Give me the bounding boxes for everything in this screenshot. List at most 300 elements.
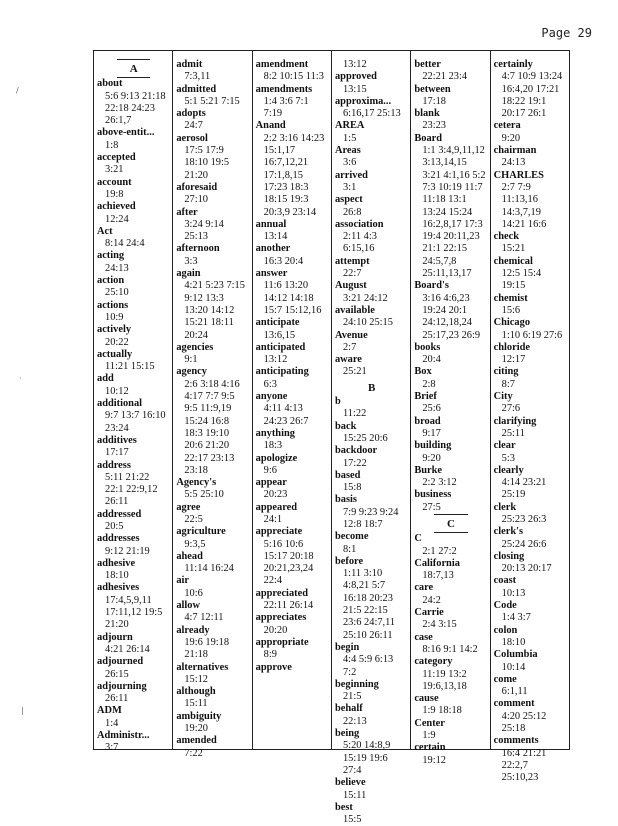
index-term: backdoor [334,445,378,457]
index-term: become [334,531,369,543]
page-line-refs: 8:1 [342,543,357,555]
index-entry [335,256,408,281]
index-entry [176,342,249,367]
index-column [252,51,331,749]
index-entry [494,502,567,527]
page-line-refs: 27:6 [501,403,521,415]
index-entry [97,275,170,300]
page-line-refs: 10:13 [501,587,526,599]
index-entry [176,662,249,687]
page-line-refs: 3:7 [105,742,119,754]
page-line-refs: 2:4 3:15 [422,619,457,631]
section-letter: C [447,517,455,530]
margin-mark: | [21,706,24,715]
page-line-refs: 1:4 3:7 [501,612,531,624]
index-entry [176,84,249,109]
page-line-refs: 11:6 13:20 14:12 14:18 15:7 15:12,16 [263,280,322,316]
index-entry [97,152,170,177]
index-entry [176,182,249,207]
index-entry [97,78,170,127]
index-entry [256,342,329,367]
index-entry [494,416,567,441]
index-term: between [414,83,451,95]
page-line-refs: 12:17 [501,354,526,366]
section-letter: A [129,63,138,75]
index-entry [97,201,170,226]
index-entry [256,502,329,527]
index-entry [97,373,170,398]
index-entry [414,391,487,416]
page-line-refs: 13:14 [263,231,288,243]
page-line-refs: 9:17 [422,427,441,439]
index-entry [176,526,249,551]
page-line-refs: 24:13 [105,262,129,274]
index-entry [414,280,487,341]
index-column [172,51,251,759]
index-entry [335,728,408,777]
section-letter: B [367,381,376,394]
index-term: additional [97,398,143,410]
page-line-refs: 9:20 [422,452,441,464]
index-term: anticipating [255,366,309,378]
page-line-refs: 11:14 16:24 [184,563,234,575]
page-line-refs: 22:7 [342,268,362,280]
index-entry [494,649,567,674]
page-line-refs: 1:10 6:19 27:6 [501,329,563,341]
index-term: add [97,373,114,385]
index-term: appeared [255,501,298,513]
page-line-refs: 10:14 [501,661,526,673]
index-term: actions [97,299,129,311]
index-entry [97,681,170,706]
index-term: accepted [97,152,136,164]
index-entry [335,280,408,305]
page-line-refs: 7:3,11 [184,71,211,83]
index-term: afternoon [176,243,220,255]
index-term: AREA [334,120,365,132]
index-entry [335,170,408,195]
index-entry [97,509,170,534]
index-term: aware [334,354,362,366]
page-line-refs: 11:21 15:15 [105,361,155,373]
index-entry [97,558,170,583]
page-line-refs: 25:24 26:6 [501,538,547,550]
index-entry [414,416,487,441]
index-entry [335,96,408,121]
index-term: anticipated [255,341,306,353]
index-term: broad [414,415,441,427]
page-line-refs: 3:16 4:6,23 19:24 20:1 24:12,18,24 25:17,23 26:9 [422,292,481,341]
index-term: aspect [334,194,363,206]
index-term: ADM [97,705,122,717]
index-term: business [414,489,452,501]
page-line-refs: 24:13 [501,157,526,169]
page-line-refs: 4:11 4:13 24:23 26:7 [263,403,309,427]
index-entry [414,607,487,632]
page-line-refs: 10:9 [105,311,124,323]
index-entry [335,194,408,219]
index-entry [414,558,487,583]
index-term: approve [255,661,292,673]
index-term: Brief [414,391,437,403]
index-term: Agency's [176,477,217,489]
page-line-refs: 22:13 [342,715,367,727]
margin-mark: · [19,374,22,383]
page-line-refs: 20:13 20:17 [501,563,552,575]
index-term: annual [255,218,287,230]
index-entry [176,268,249,342]
index-entry [97,250,170,275]
index-entry [256,243,329,268]
index-term: Administr... [97,730,150,742]
index-entry [176,575,249,600]
page-line-refs: 1:11 3:10 4:8,21 5:7 16:18 20:23 21:5 22:15 23:6 24:7,11 25:10 26:11 [342,568,396,641]
page-line-refs: 17:18 [422,95,446,107]
index-entry [176,686,249,711]
index-entry [494,674,567,699]
index-entry [176,243,249,268]
index-term: attempt [334,255,370,267]
index-term: amended [176,735,217,747]
index-entry [335,219,408,256]
index-entry [256,588,329,613]
index-entry [494,575,567,600]
page-line-refs: 5:3 [501,452,515,464]
index-term: actively [97,324,132,336]
index-term: above-entit... [97,127,155,139]
index-term: anyone [255,391,288,403]
index-term: Chicago [493,317,531,329]
index-term: California [414,557,460,569]
page-line-refs: 9:6 [263,464,277,476]
index-entry [335,642,408,679]
index-entry [494,59,567,120]
index-term: already [176,624,210,636]
page-line-refs: 21:5 [342,691,362,703]
page-line-refs: 5:5 25:10 [184,489,224,501]
index-term: action [97,275,125,287]
index-term: actually [97,348,133,360]
index-entry [335,802,408,826]
index-term: begin [334,641,360,653]
index-entry [97,226,170,251]
page-line-refs: 5:20 14:8,9 15:19 19:6 27:4 [342,740,391,776]
page-line-refs: 20:22 [105,336,129,348]
page-line-refs: 8:16 9:1 14:2 [422,643,478,655]
index-term: Burke [414,464,443,476]
page-line-refs: 5:11 21:22 22:1 22:9,12 26:11 [105,471,158,508]
page-line-refs: 27:5 [422,501,441,513]
index-term: again [176,268,201,280]
margin-mark: / [16,86,19,95]
index-term: adopts [176,108,206,120]
index-term: Box [414,366,432,378]
index-entry [256,268,329,317]
index-term: Columbia [493,649,538,661]
page-line-refs: 25:21 [342,366,367,378]
page-line-refs: 9:12 21:19 [105,545,150,557]
index-term: clerk's [493,526,524,538]
index-term: ambiguity [176,710,222,722]
index-entry [256,428,329,453]
index-entry [414,366,487,391]
index-term: appreciate [255,526,303,538]
index-term: acting [97,250,125,262]
page-line-refs: 13:12 [263,354,288,366]
index-term: admitted [176,83,217,95]
index-entry [335,556,408,642]
index-term: come [493,673,517,685]
index-entry [414,465,487,490]
page-line-refs: 1:9 [422,730,436,742]
index-entry [414,59,487,84]
page-line-refs: 26:8 [342,206,362,218]
index-term: City [493,391,513,403]
index-term: adhesive [97,557,136,569]
index-entry [97,349,170,374]
index-term: addressed [97,508,142,520]
index-term: basis [334,494,357,506]
page-line-refs: 7:22 [184,747,203,759]
index-entry [97,435,170,460]
index-entry [97,127,170,152]
index-entry [335,59,408,71]
page-line-refs: 9:7 13:7 16:10 23:24 [105,410,166,434]
index-term: blank [414,108,440,120]
index-term: chloride [493,341,531,353]
index-entry [256,477,329,502]
page-line-refs: 15:8 [342,482,362,494]
index-term: coast [493,575,517,587]
index-entry [335,445,408,470]
index-term: available [334,304,375,316]
index-term: adjourned [97,656,144,668]
index-term: appropriate [255,636,309,648]
page-line-refs: 25:11 [501,427,525,439]
index-term: ahead [176,550,203,562]
page-line-refs: 5:16 10:6 15:17 20:18 20:21,23,24 22:4 [263,538,314,587]
index-term: agencies [176,341,214,353]
page-line-refs: 24:2 [422,594,441,606]
page-line-refs: 3:1 [342,181,357,193]
page-line-refs: 11:22 [342,408,367,420]
page-line-refs: 15:6 [501,304,521,316]
index-term: behalf [334,703,363,715]
index-term: August [334,280,367,292]
index-entry [335,421,408,446]
index-entry [335,354,408,379]
page-line-refs: 22:21 23:4 [422,71,468,83]
index-entry [494,170,567,231]
index-term: believe [334,777,366,789]
index-entry [335,703,408,728]
index-entry [176,477,249,502]
index-entry [97,324,170,349]
index-entry [494,391,567,416]
page-line-refs: 3:3 [184,255,198,267]
index-entry [414,440,487,465]
index-term: b [334,396,341,408]
page-line-refs: 8:9 [263,649,277,661]
index-term: Board's [414,280,449,292]
index-entry [494,256,567,293]
page-line-refs: 22:5 [184,513,203,525]
index-term: arrived [334,169,368,181]
page-line-refs: 10:12 [105,385,129,397]
index-term: clerk [493,501,517,513]
index-entry [414,693,487,718]
index-entry [494,120,567,145]
index-entry [494,551,567,576]
index-term: alternatives [176,661,229,673]
index-entry [176,207,249,244]
page-line-refs: 6:16,17 25:13 [342,108,401,120]
page-line-refs: 15:21 [501,243,526,255]
index-entry [97,177,170,202]
page-line-refs: 6:3 [263,378,277,390]
index-entry [414,533,487,558]
index-term: amendment [255,59,309,70]
page-line-refs: 24:1 [263,513,283,525]
index-term: citing [493,366,519,378]
page-line-refs: 25:6 [422,403,441,415]
index-entry [494,145,567,170]
index-entry [97,730,170,755]
index-term: allow [176,600,200,612]
index-entry [256,59,329,84]
index-term: comment [493,698,535,710]
index-term: air [176,575,190,587]
page-line-refs: 4:14 23:21 25:19 [501,477,547,501]
page-line-refs: 1:9 18:18 [422,705,462,717]
index-entry [97,460,170,509]
index-term: association [334,218,384,230]
index-entry [256,317,329,342]
index-entry [97,398,170,435]
index-entry [176,711,249,736]
page-line-refs: 20:23 [263,489,288,501]
index-entry [176,133,249,182]
index-entry [414,342,487,367]
page-line-refs: 1:5 [342,132,357,144]
page-line-refs: 13:15 [342,83,367,95]
index-entry [494,625,567,650]
index-entry [414,656,487,693]
index-entry [335,120,408,145]
index-term: check [493,231,520,243]
index-term: comments [493,735,539,747]
index-entry [97,632,170,657]
index-term: Areas [334,145,361,157]
index-entry [256,84,329,121]
index-term: certain [414,742,446,754]
page-line-refs: 4:20 25:12 25:18 [501,710,547,735]
index-term: adhesives [97,582,140,594]
index-term: aforesaid [176,181,218,193]
index-entry [414,582,487,607]
index-entry [256,219,329,244]
page-line-refs: 11:19 13:2 19:6,13,18 [422,668,467,692]
index-term: answer [255,268,288,280]
index-entry [335,679,408,704]
page-line-refs: 2:11 4:3 6:15,16 [342,231,377,255]
index-term: approved [334,71,377,83]
index-entry [414,108,487,133]
page-line-refs: 17:5 17:9 18:10 19:5 21:20 [184,145,230,181]
page-line-refs: 19:12 [422,754,446,766]
page-line-refs: 20:20 [263,624,288,636]
page-line-refs: 4:21 5:23 7:15 9:12 13:3 13:20 14:12 15:21 18:11 20:24 [184,280,245,341]
index-term: chairman [493,145,537,157]
index-term: Avenue [334,329,368,341]
index-term: based [334,469,361,481]
page-line-refs: 15:11 [184,698,208,710]
page-line-refs: 16:3 20:4 [263,255,304,267]
page-line-refs: 13:12 [342,59,367,70]
index-entry [176,625,249,662]
index-term: Center [414,717,445,729]
index-entry [414,632,487,657]
page-line-refs: 18:3 [263,440,283,452]
index-term: colon [493,624,518,636]
index-term: Act [97,225,113,237]
index-term: address [97,459,131,471]
index-term: appreciated [255,587,308,599]
index-entry [494,342,567,367]
index-entry [176,502,249,527]
index-entry [256,120,329,218]
page-line-refs: 4:21 26:14 [105,643,150,655]
page-line-refs: 2:2 3:16 14:23 15:1,17 16:7,12,21 17:1,8,15 17:23 18:3 18:15 19:3 20:3,9 23:14 [263,132,325,218]
index-term: anything [255,427,295,439]
index-entry [494,735,567,784]
page-line-refs: 2:6 3:18 4:16 4:17 7:7 9:5 9:5 11:9,19 15:24 16:8 18:3 19:10 20:6 21:20 22:17 23:13 23:18 [184,378,240,476]
page-line-refs: 3:21 24:12 [342,292,388,304]
index-term: cetera [493,120,521,132]
page-line-refs: 3:24 9:14 25:13 [184,218,224,243]
index-entry [97,300,170,325]
index-term: certainly [493,59,533,70]
index-entry [494,465,567,502]
page-line-refs: 23:23 [422,120,446,132]
page-line-refs: 4:4 5:9 6:13 7:2 [342,654,394,678]
index-entry [335,470,408,495]
index-term: cause [414,693,439,705]
index-entry [176,551,249,576]
page-line-refs: 25:23 26:3 [501,513,547,525]
page-number: Page 29 [541,26,592,40]
index-entry [256,637,329,662]
page-line-refs: 26:15 [105,668,129,680]
index-entry [414,133,487,281]
page-line-refs: 2:7 7:9 11:13,16 14:3,7,19 14:21 16:6 [501,181,547,230]
page-line-refs: 7:9 9:23 9:24 12:8 18:7 [342,506,399,530]
page-line-refs: 5:1 5:21 7:15 [184,95,240,107]
page-line-refs: 2:1 27:2 [422,545,457,557]
index-term: although [176,686,216,698]
letter-rule [117,59,150,60]
index-term: chemical [493,255,533,267]
index-term: Code [493,600,517,612]
page-line-refs: 20:4 [422,354,441,366]
index-term: achieved [97,201,136,213]
index-term: aerosol [176,132,208,144]
index-entry [414,489,487,514]
index-entry [97,705,170,730]
page-line-refs: 1:4 [105,717,119,729]
index-term: agency [176,366,207,378]
index-term: clarifying [493,415,537,427]
